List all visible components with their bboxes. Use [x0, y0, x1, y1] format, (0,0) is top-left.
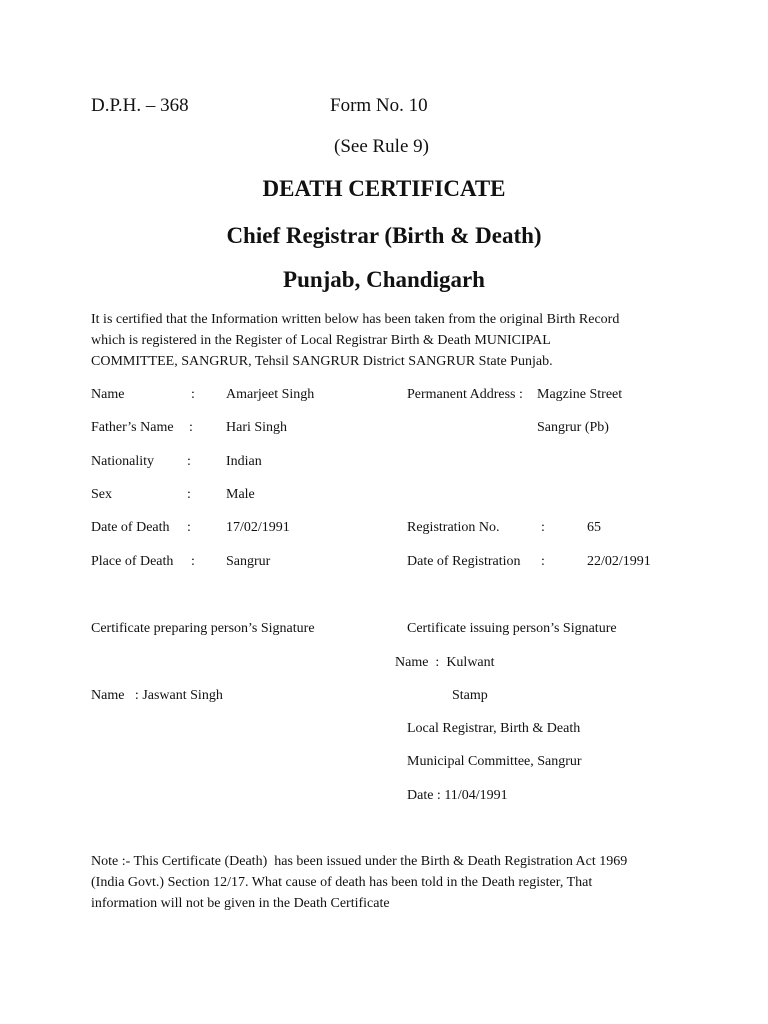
registration-date-value: 22/02/1991	[587, 554, 651, 569]
place-of-death-colon: :	[191, 554, 195, 569]
form-code: D.P.H. – 368	[91, 95, 189, 116]
registration-date-colon: :	[541, 554, 545, 569]
address-label: Permanent Address :	[407, 387, 523, 402]
rule-reference: (See Rule 9)	[334, 136, 429, 157]
preparer-signature-heading: Certificate preparing person’s Signature	[91, 621, 315, 636]
note-paragraph	[91, 851, 691, 914]
registration-number-colon: :	[541, 520, 545, 535]
preparer-name: Name : Jaswant Singh	[91, 688, 223, 703]
address-line-2: Sangrur (Pb)	[537, 420, 609, 435]
intro-paragraph	[91, 309, 691, 372]
sex-value: Male	[226, 487, 255, 502]
address-line-1: Magzine Street	[537, 387, 623, 402]
sex-colon: :	[187, 487, 191, 502]
note-line: Note :- This Certificate (Death) has been issued under the Birth & Death Registration Act 1969	[91, 854, 628, 869]
registrar-office-line-2: Municipal Committee, Sangrur	[407, 754, 582, 769]
father-label: Father’s Name	[91, 420, 174, 435]
issue-date: Date : 11/04/1991	[407, 788, 508, 803]
name-label: Name	[91, 387, 125, 402]
place-of-death-value: Sangrur	[226, 554, 271, 569]
father-value: Hari Singh	[226, 420, 288, 435]
authority-title: Chief Registrar (Birth & Death)	[226, 223, 542, 248]
certificate-title: DEATH CERTIFICATE	[262, 176, 506, 201]
issuer-signature-heading: Certificate issuing person’s Signature	[407, 621, 617, 636]
intro-line: It is certified that the Information written below has been taken from the original Birth Record	[91, 312, 620, 327]
stamp-label: Stamp	[452, 688, 488, 703]
issuer-name: Name : Kulwant	[395, 655, 495, 670]
father-colon: :	[189, 420, 193, 435]
date-of-death-colon: :	[187, 520, 191, 535]
name-value: Amarjeet Singh	[226, 387, 315, 402]
intro-line: COMMITTEE, SANGRUR, Tehsil SANGRUR District SANGRUR State Punjab.	[91, 354, 553, 369]
form-number: Form No. 10	[330, 95, 428, 116]
note-line: (India Govt.) Section 12/17. What cause of death has been told in the Death register, That	[91, 875, 593, 890]
place-of-death-label: Place of Death	[91, 554, 174, 569]
registration-number-value: 65	[587, 520, 601, 535]
date-of-death-value: 17/02/1991	[226, 520, 290, 535]
nationality-colon: :	[187, 454, 191, 469]
note-line: information will not be given in the Death Certificate	[91, 896, 390, 911]
name-colon: :	[191, 387, 195, 402]
sex-label: Sex	[91, 487, 112, 502]
date-of-death-label: Date of Death	[91, 520, 170, 535]
nationality-value: Indian	[226, 454, 262, 469]
registration-date-label: Date of Registration	[407, 554, 521, 569]
registrar-office-line-1: Local Registrar, Birth & Death	[407, 721, 581, 736]
location-title: Punjab, Chandigarh	[283, 267, 485, 292]
registration-number-label: Registration No.	[407, 520, 500, 535]
intro-line: which is registered in the Register of Local Registrar Birth & Death MUNICIPAL	[91, 333, 551, 348]
nationality-label: Nationality	[91, 454, 154, 469]
